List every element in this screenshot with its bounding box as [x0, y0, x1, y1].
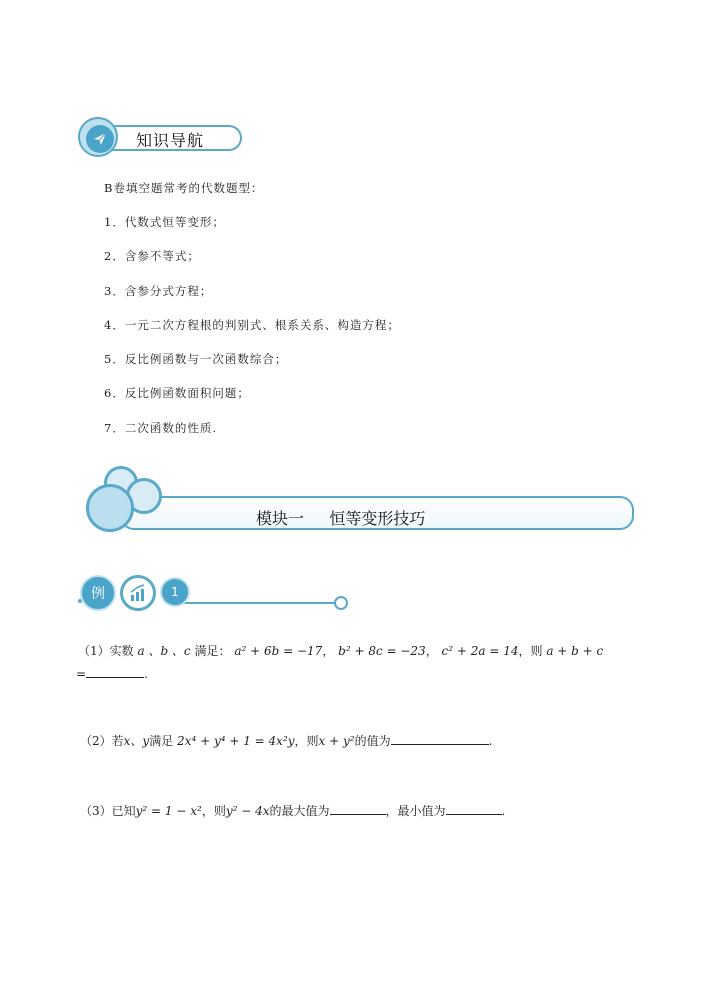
nav-title: 知识导航	[136, 131, 205, 150]
q3-then: ，则	[201, 804, 226, 818]
question-1-answer	[76, 665, 148, 681]
q2-equation: 2x⁴ + y⁴ + 1 = 4x²y	[177, 734, 295, 748]
q3-ask-max: 的最大值为	[269, 804, 330, 818]
chart-icon	[120, 575, 156, 611]
q2-end: .	[488, 734, 493, 748]
q1-equation-1: a² + 6b = −17	[234, 644, 323, 658]
q3-min-blank[interactable]	[446, 802, 502, 815]
topic-item: 6．反比例函数面积问题；	[104, 386, 250, 400]
decor-circle	[86, 484, 134, 532]
question-1: （1）实数 a 、b 、c 满足： a² + 6b = −17， b² + 8c = −23， c² + 2a = 14，则 a + b + c	[78, 644, 604, 658]
question-2	[80, 732, 492, 749]
q1-end: .	[144, 667, 148, 681]
intro-text: B卷填空题常考的代数题型：	[104, 181, 264, 195]
example-divider	[174, 602, 336, 604]
knowledge-nav-header	[78, 117, 244, 157]
q2-target: x + y²	[318, 734, 355, 748]
topic-item: 2．含参不等式；	[104, 249, 200, 263]
q2-prefix: （2）若	[80, 734, 124, 748]
q1-then: ，则	[518, 644, 543, 658]
q1-prefix: （1）实数	[78, 644, 134, 658]
divider-end-circle	[334, 596, 348, 610]
q1-answer-blank[interactable]	[86, 665, 144, 678]
module-title: 模块一 恒等变形技巧	[256, 509, 426, 528]
paper-plane-icon	[86, 125, 114, 153]
topic-item: 3．含参分式方程；	[104, 284, 213, 298]
q3-equation: y² = 1 − x²	[135, 804, 202, 818]
q1-mid: 满足：	[194, 644, 231, 658]
question-3	[80, 802, 505, 819]
q2-then: ，则	[294, 734, 319, 748]
q2-mid: 满足	[149, 734, 174, 748]
q3-target: y² − 4x	[225, 804, 270, 818]
example-header	[78, 575, 350, 615]
q3-end: .	[501, 804, 506, 818]
q1-vars: a 、b 、c	[137, 644, 191, 658]
q2-ask: 的值为	[354, 734, 391, 748]
q1-equation-3: c² + 2a = 14	[441, 644, 519, 658]
module-banner	[84, 466, 636, 534]
q1-target: a + b + c	[546, 644, 604, 658]
q1-equation-2: b² + 8c = −23	[338, 644, 426, 658]
example-label: 例	[80, 575, 116, 611]
topic-item: 4．一元二次方程根的判别式、根系关系、构造方程；	[104, 318, 400, 332]
q2-vars: x、y	[123, 734, 150, 748]
topic-item: 5．反比例函数与一次函数综合；	[104, 352, 288, 366]
topic-item: 1．代数式恒等变形；	[104, 215, 225, 229]
q3-ask-min: ，最小值为	[385, 804, 446, 818]
q3-max-blank[interactable]	[330, 802, 386, 815]
nav-badge	[78, 117, 118, 157]
example-number: 1	[160, 577, 190, 607]
topic-item: 7．二次函数的性质.	[104, 421, 217, 435]
q2-answer-blank[interactable]	[391, 732, 489, 745]
q3-prefix: （3）已知	[80, 804, 136, 818]
q1-eq-sign: =	[76, 667, 87, 681]
